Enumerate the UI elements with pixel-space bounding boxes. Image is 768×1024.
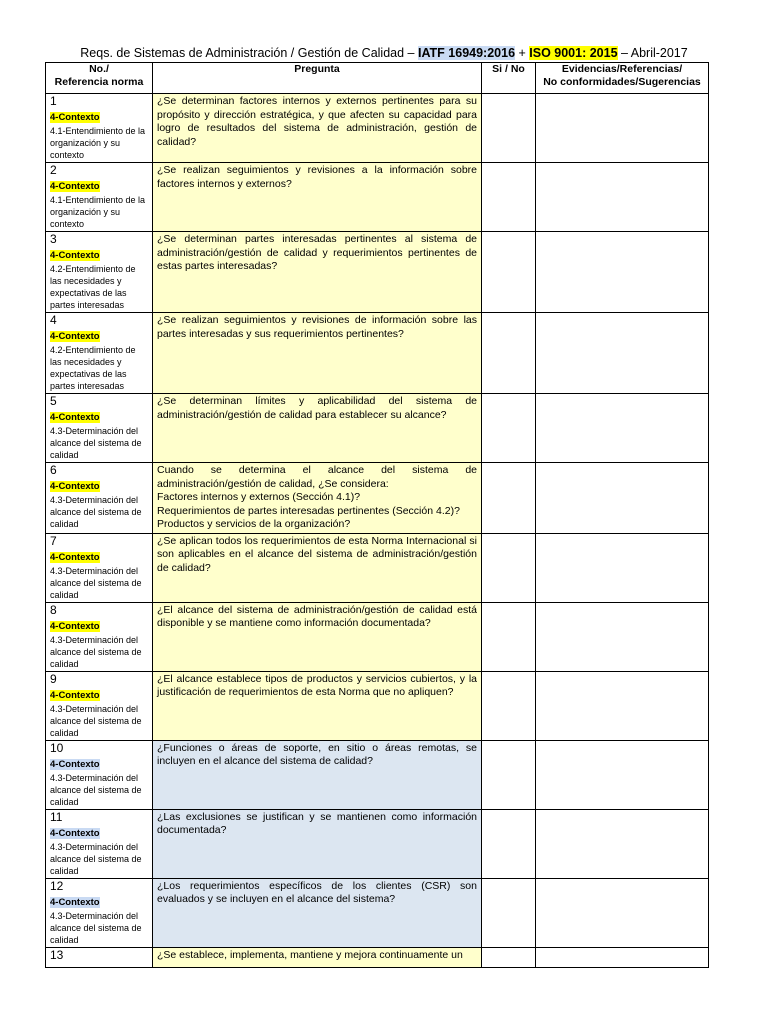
section-label: 4-Contexto xyxy=(50,896,100,908)
si-no-cell[interactable] xyxy=(482,232,536,313)
question-cell xyxy=(153,394,482,463)
question-cell xyxy=(153,740,482,809)
evidencias-cell[interactable] xyxy=(536,671,709,740)
title-plus: + xyxy=(515,46,530,60)
question-text: ¿Se aplican todos los requerimientos de esta Norma Internacional si son aplicables en el alcance del sistema de administración/gestión de calidad? xyxy=(157,534,477,574)
evidencias-cell[interactable] xyxy=(536,602,709,671)
reference-cell xyxy=(46,878,153,947)
si-no-cell[interactable] xyxy=(482,878,536,947)
si-no-cell[interactable] xyxy=(482,94,536,163)
title-prefix: Reqs. de Sistemas de Administración / Gestión de Calidad – xyxy=(80,46,418,60)
question-cell xyxy=(153,809,482,878)
question-text: ¿Las exclusiones se justifican y se mantienen como información documentada? xyxy=(157,810,477,836)
subsection-label: 4.3-Determinación del alcance del sistema de calidad xyxy=(50,703,142,738)
subsection-label: 4.1-Entendimiento de la organización y su contexto xyxy=(50,195,146,229)
question-cell xyxy=(153,163,482,232)
question-text: ¿Se determinan límites y aplicabilidad del sistema de administración/gestión de calidad para establecer su alcance? xyxy=(157,395,477,421)
question-cell xyxy=(153,878,482,947)
question-text: ¿Se establece, implementa, mantiene y mejora continuamente un xyxy=(157,948,463,961)
row-number: 2 xyxy=(50,163,57,177)
reference-cell xyxy=(46,809,153,878)
si-no-cell[interactable] xyxy=(482,809,536,878)
section-label: 4-Contexto xyxy=(50,551,100,563)
reference-cell xyxy=(46,602,153,671)
question-text: ¿El alcance del sistema de administración/gestión de calidad está disponible y se mantiene como información documentada? xyxy=(157,603,477,629)
question-cell xyxy=(153,602,482,671)
table-row xyxy=(46,878,709,947)
section-label: 4-Contexto xyxy=(50,827,100,839)
question-text: Productos y servicios de la organización? xyxy=(157,518,351,530)
section-label: 4-Contexto xyxy=(50,620,100,632)
reference-cell xyxy=(46,394,153,463)
question-text: Requerimientos de partes interesadas pertinentes (Sección 4.2)? xyxy=(157,504,460,517)
question-text: ¿Se determinan partes interesadas pertinentes al sistema de administración/gestión de calidad y requerimientos pertinentes de estas partes interesadas? xyxy=(157,233,477,272)
evidencias-cell[interactable] xyxy=(536,533,709,602)
row-number: 6 xyxy=(50,463,57,477)
table-row xyxy=(46,463,709,534)
section-label: 4-Contexto xyxy=(50,412,100,423)
section-label: 4-Contexto xyxy=(50,689,100,701)
evidencias-cell[interactable] xyxy=(536,313,709,394)
row-number: 10 xyxy=(50,740,64,755)
question-cell xyxy=(153,232,482,313)
section-label: 4-Contexto xyxy=(50,758,100,770)
row-number: 13 xyxy=(50,947,64,962)
reference-cell xyxy=(46,232,153,313)
row-number: 5 xyxy=(50,394,57,408)
subsection-label: 4.2-Entendimiento de las necesidades y expectativas de las partes interesadas xyxy=(50,264,136,310)
question-cell xyxy=(153,947,482,967)
si-no-cell[interactable] xyxy=(482,463,536,534)
evidencias-cell[interactable] xyxy=(536,232,709,313)
section-label: 4-Contexto xyxy=(50,112,100,123)
reference-cell xyxy=(46,533,153,602)
row-number: 7 xyxy=(50,533,57,548)
header-si-no: Si / No xyxy=(482,63,536,94)
table-row xyxy=(46,740,709,809)
section-label: 4-Contexto xyxy=(50,181,100,192)
reference-cell xyxy=(46,313,153,394)
si-no-cell[interactable] xyxy=(482,947,536,967)
evidencias-cell[interactable] xyxy=(536,163,709,232)
reference-cell xyxy=(46,671,153,740)
header-pregunta: Pregunta xyxy=(153,63,482,94)
evidencias-cell[interactable] xyxy=(536,809,709,878)
subsection-label: 4.3-Determinación del alcance del sistema de calidad xyxy=(50,910,142,945)
row-number: 9 xyxy=(50,671,57,686)
question-cell xyxy=(153,533,482,602)
question-cell xyxy=(153,94,482,163)
question-text: ¿Los requerimientos específicos de los clientes (CSR) son evaluados y se incluyen en el alcance del sistema? xyxy=(157,879,477,905)
subsection-label: 4.2-Entendimiento de las necesidades y expectativas de las partes interesadas xyxy=(50,345,136,391)
evidencias-cell[interactable] xyxy=(536,394,709,463)
section-label: 4-Contexto xyxy=(50,481,100,492)
table-body xyxy=(46,94,709,968)
row-number: 8 xyxy=(50,602,57,617)
question-text: ¿El alcance establece tipos de productos y servicios cubiertos, y la justificación de requerimientos de esta Norma que no apliquen? xyxy=(157,672,477,698)
table-row xyxy=(46,163,709,232)
row-number: 12 xyxy=(50,878,64,893)
subsection-label: 4.3-Determinación del alcance del sistema de calidad xyxy=(50,634,142,669)
table-row xyxy=(46,232,709,313)
subsection-label: 4.3-Determinación del alcance del sistema de calidad xyxy=(50,426,142,460)
table-row xyxy=(46,671,709,740)
evidencias-cell[interactable] xyxy=(536,947,709,967)
reference-cell xyxy=(46,163,153,232)
table-row xyxy=(46,533,709,602)
question-text: ¿Funciones o áreas de soporte, en sitio o áreas remotas, se incluyen en el alcance del sistema de calidad? xyxy=(157,741,477,767)
question-text: ¿Se realizan seguimientos y revisiones a la información sobre factores internos y externos? xyxy=(157,164,477,190)
reference-cell xyxy=(46,463,153,534)
table-header-row xyxy=(46,63,709,94)
row-number: 3 xyxy=(50,232,57,246)
question-text: ¿Se determinan factores internos y externos pertinentes para su propósito y dirección estratégica, y que afecten su capacidad para logro de resultados del sistema de administración, gestión de calidad? xyxy=(157,95,477,148)
si-no-cell[interactable] xyxy=(482,533,536,602)
reference-cell xyxy=(46,947,153,967)
subsection-label: 4.3-Determinación del alcance del sistema de calidad xyxy=(50,565,142,600)
subsection-label: 4.3-Determinación del alcance del sistema de calidad xyxy=(50,772,142,807)
si-no-cell[interactable] xyxy=(482,740,536,809)
title-suffix: – Abril-2017 xyxy=(617,46,688,60)
evidencias-cell[interactable] xyxy=(536,463,709,534)
subsection-label: 4.3-Determinación del alcance del sistema de calidad xyxy=(50,841,142,876)
row-number: 11 xyxy=(50,809,63,824)
section-label: 4-Contexto xyxy=(50,331,100,342)
si-no-cell[interactable] xyxy=(482,163,536,232)
si-no-cell[interactable] xyxy=(482,313,536,394)
evidencias-cell[interactable] xyxy=(536,94,709,163)
question-text: Factores internos y externos (Sección 4.1)? xyxy=(157,491,361,503)
question-cell xyxy=(153,671,482,740)
header-evidencias: Evidencias/Referencias/ No conformidades/Sugerencias xyxy=(536,63,709,94)
title-iatf: IATF 16949:2016 xyxy=(417,46,516,60)
section-label: 4-Contexto xyxy=(50,250,100,261)
row-number: 1 xyxy=(50,94,57,108)
question-cell xyxy=(153,463,482,534)
table-row xyxy=(46,809,709,878)
subsection-label: 4.1-Entendimiento de la organización y su contexto xyxy=(50,126,146,160)
evidencias-cell[interactable] xyxy=(536,740,709,809)
page-title xyxy=(0,46,768,60)
requirements-table xyxy=(45,62,709,968)
row-number: 4 xyxy=(50,313,57,327)
si-no-cell[interactable] xyxy=(482,394,536,463)
si-no-cell[interactable] xyxy=(482,602,536,671)
reference-cell xyxy=(46,94,153,163)
question-cell xyxy=(153,313,482,394)
question-text: Cuando se determina el alcance del sistema de administración/gestión de calidad, ¿Se considera: xyxy=(157,464,477,490)
reference-cell xyxy=(46,740,153,809)
header-referencia: No./ Referencia norma xyxy=(46,63,153,94)
table-row xyxy=(46,602,709,671)
subsection-label: 4.3-Determinación del alcance del sistema de calidad xyxy=(50,495,142,529)
table-row xyxy=(46,394,709,463)
question-text: ¿Se realizan seguimientos y revisiones de información sobre las partes interesadas y sus requerimientos pertinentes? xyxy=(157,314,477,340)
table-row xyxy=(46,947,709,967)
evidencias-cell[interactable] xyxy=(536,878,709,947)
title-iso: ISO 9001: 2015 xyxy=(529,46,618,60)
table-row xyxy=(46,313,709,394)
table-row xyxy=(46,94,709,163)
si-no-cell[interactable] xyxy=(482,671,536,740)
